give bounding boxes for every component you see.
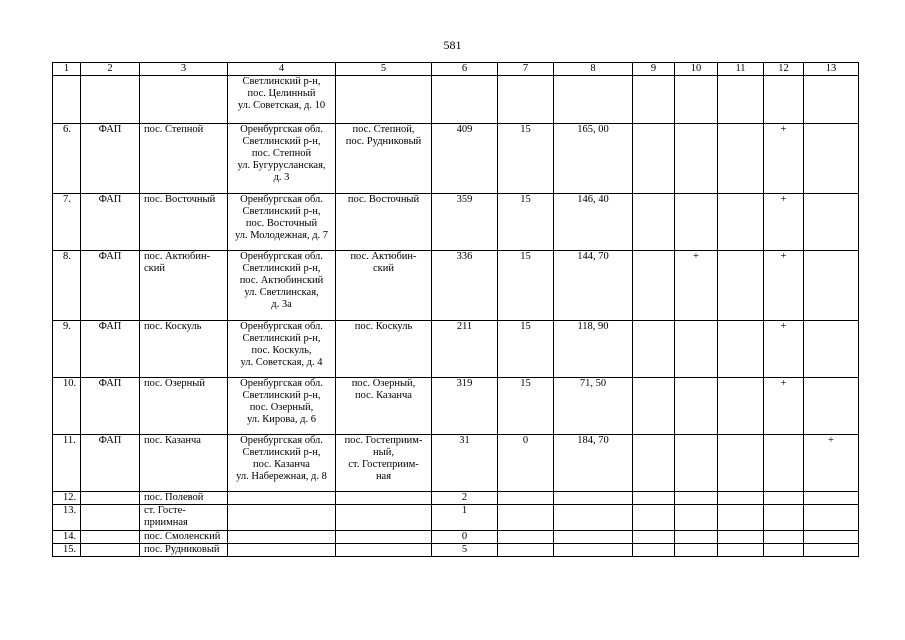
cell-address: Оренбургская обл. Светлинский р-н, пос. Актюбинский ул. Светлинская, д. 3а: [228, 251, 336, 321]
cell-col-8: [554, 531, 633, 544]
cell-address: Оренбургская обл. Светлинский р-н, пос. Озерный, ул. Кирова, д. 6: [228, 378, 336, 435]
cell-col-9: [633, 531, 675, 544]
table-row: [53, 492, 859, 505]
cell-col-8: 71, 50: [554, 378, 633, 435]
cell-settlement: пос. Восточный: [140, 194, 228, 251]
cell-col-11: [718, 251, 764, 321]
cell-col-8: [554, 492, 633, 505]
header-cell-6: 6: [432, 63, 498, 76]
cell-col-9: [633, 544, 675, 557]
header-cell-3: 3: [140, 63, 228, 76]
cell-col-9: [633, 124, 675, 194]
cell-settlement: пос. Степной: [140, 124, 228, 194]
cell-col-13: +: [804, 435, 859, 492]
cell-col-8: 165, 00: [554, 124, 633, 194]
cell-col-8: 118, 90: [554, 321, 633, 378]
cell-settlement: пос. Коскуль: [140, 321, 228, 378]
cell-number: 14.: [53, 531, 81, 544]
cell-col-11: [718, 124, 764, 194]
cell-col-8: 146, 40: [554, 194, 633, 251]
cell-population: 319: [432, 378, 498, 435]
cell-served-settlements: пос. Восточный: [336, 194, 432, 251]
cell-col-12: [764, 505, 804, 531]
cell-col-11: [718, 505, 764, 531]
cell-col-13: [804, 321, 859, 378]
cell-served-settlements: [336, 505, 432, 531]
cell-number: 15.: [53, 544, 81, 557]
cell-col-13: [804, 531, 859, 544]
table-row: [53, 505, 859, 531]
cell-distance: [498, 492, 554, 505]
header-cell-13: 13: [804, 63, 859, 76]
cell-col-11: [718, 492, 764, 505]
cell-number: 12.: [53, 492, 81, 505]
header-cell-7: 7: [498, 63, 554, 76]
cell-col-13: [804, 194, 859, 251]
cell-col-10: [675, 378, 718, 435]
cell-col-12: +: [764, 124, 804, 194]
cell-col-12: [764, 492, 804, 505]
cell-col-12: [764, 76, 804, 124]
header-cell-4: 4: [228, 63, 336, 76]
cell-col-12: +: [764, 378, 804, 435]
table-row: [53, 435, 859, 492]
cell-distance: [498, 76, 554, 124]
cell-col-11: [718, 435, 764, 492]
cell-col-10: [675, 492, 718, 505]
medical-facilities-table: [52, 62, 859, 557]
cell-col-13: [804, 544, 859, 557]
cell-facility-type: ФАП: [81, 321, 140, 378]
header-cell-2: 2: [81, 63, 140, 76]
cell-col-10: [675, 505, 718, 531]
header-cell-8: 8: [554, 63, 633, 76]
cell-col-12: +: [764, 251, 804, 321]
cell-col-13: [804, 492, 859, 505]
cell-col-10: +: [675, 251, 718, 321]
cell-number: 11.: [53, 435, 81, 492]
table-header-row: [53, 63, 859, 76]
table-row: [53, 251, 859, 321]
cell-col-10: [675, 194, 718, 251]
header-cell-11: 11: [718, 63, 764, 76]
cell-facility-type: ФАП: [81, 124, 140, 194]
cell-col-9: [633, 435, 675, 492]
cell-population: 0: [432, 531, 498, 544]
cell-served-settlements: пос. Гостеприим- ный, ст. Гостеприим- ная: [336, 435, 432, 492]
cell-distance: 15: [498, 321, 554, 378]
cell-col-9: [633, 251, 675, 321]
cell-col-11: [718, 321, 764, 378]
cell-population: [432, 76, 498, 124]
header-cell-1: 1: [53, 63, 81, 76]
cell-distance: [498, 505, 554, 531]
cell-col-11: [718, 544, 764, 557]
cell-population: 2: [432, 492, 498, 505]
cell-col-9: [633, 321, 675, 378]
cell-settlement: пос. Казанча: [140, 435, 228, 492]
cell-population: 5: [432, 544, 498, 557]
cell-col-13: [804, 124, 859, 194]
cell-address: Оренбургская обл. Светлинский р-н, пос. Коскуль, ул. Советская, д. 4: [228, 321, 336, 378]
cell-distance: 15: [498, 194, 554, 251]
header-cell-12: 12: [764, 63, 804, 76]
cell-address: [228, 531, 336, 544]
cell-served-settlements: [336, 492, 432, 505]
page-number: 581: [443, 38, 462, 52]
cell-facility-type: [81, 531, 140, 544]
cell-col-13: [804, 76, 859, 124]
cell-number: [53, 76, 81, 124]
cell-col-8: [554, 505, 633, 531]
cell-distance: [498, 531, 554, 544]
table-row: [53, 76, 859, 124]
cell-address: Светлинский р-н, пос. Целинный ул. Советская, д. 10: [228, 76, 336, 124]
cell-col-11: [718, 531, 764, 544]
cell-settlement: пос. Озерный: [140, 378, 228, 435]
cell-col-10: [675, 321, 718, 378]
cell-col-13: [804, 378, 859, 435]
cell-address: [228, 492, 336, 505]
cell-facility-type: [81, 492, 140, 505]
cell-served-settlements: [336, 544, 432, 557]
cell-served-settlements: [336, 76, 432, 124]
cell-served-settlements: пос. Коскуль: [336, 321, 432, 378]
cell-col-10: [675, 435, 718, 492]
cell-col-13: [804, 505, 859, 531]
cell-number: 13.: [53, 505, 81, 531]
cell-served-settlements: [336, 531, 432, 544]
cell-address: [228, 505, 336, 531]
cell-address: [228, 544, 336, 557]
cell-col-13: [804, 251, 859, 321]
cell-col-12: +: [764, 321, 804, 378]
header-cell-5: 5: [336, 63, 432, 76]
cell-col-8: 144, 70: [554, 251, 633, 321]
cell-distance: [498, 544, 554, 557]
cell-facility-type: ФАП: [81, 435, 140, 492]
table-row: [53, 544, 859, 557]
cell-facility-type: [81, 544, 140, 557]
cell-col-10: [675, 531, 718, 544]
header-cell-10: 10: [675, 63, 718, 76]
cell-col-8: [554, 76, 633, 124]
cell-population: 211: [432, 321, 498, 378]
cell-population: 409: [432, 124, 498, 194]
table-body: [53, 63, 859, 557]
header-cell-9: 9: [633, 63, 675, 76]
cell-facility-type: ФАП: [81, 194, 140, 251]
cell-distance: 0: [498, 435, 554, 492]
cell-col-12: [764, 531, 804, 544]
cell-number: 6.: [53, 124, 81, 194]
table-row: [53, 321, 859, 378]
cell-col-9: [633, 194, 675, 251]
table-row: [53, 378, 859, 435]
cell-number: 10.: [53, 378, 81, 435]
cell-settlement: [140, 76, 228, 124]
cell-address: Оренбургская обл. Светлинский р-н, пос. Восточный ул. Молодежная, д. 7: [228, 194, 336, 251]
cell-number: 8.: [53, 251, 81, 321]
cell-col-8: [554, 544, 633, 557]
cell-settlement: пос. Полевой: [140, 492, 228, 505]
cell-distance: 15: [498, 378, 554, 435]
table-row: [53, 124, 859, 194]
cell-settlement: пос. Смоленский: [140, 531, 228, 544]
cell-population: 1: [432, 505, 498, 531]
cell-served-settlements: пос. Степной, пос. Рудниковый: [336, 124, 432, 194]
cell-address: Оренбургская обл. Светлинский р-н, пос. Степной ул. Бугурусланская, д. 3: [228, 124, 336, 194]
cell-number: 9.: [53, 321, 81, 378]
cell-col-9: [633, 492, 675, 505]
cell-settlement: пос. Рудниковый: [140, 544, 228, 557]
cell-served-settlements: пос. Актюбин- ский: [336, 251, 432, 321]
cell-distance: 15: [498, 251, 554, 321]
table-row: [53, 531, 859, 544]
cell-col-11: [718, 76, 764, 124]
cell-served-settlements: пос. Озерный, пос. Казанча: [336, 378, 432, 435]
cell-population: 31: [432, 435, 498, 492]
cell-col-12: +: [764, 194, 804, 251]
cell-col-12: [764, 435, 804, 492]
cell-col-10: [675, 544, 718, 557]
cell-col-12: [764, 544, 804, 557]
cell-population: 359: [432, 194, 498, 251]
cell-facility-type: ФАП: [81, 251, 140, 321]
table-row: [53, 194, 859, 251]
cell-facility-type: ФАП: [81, 378, 140, 435]
cell-col-10: [675, 76, 718, 124]
cell-col-8: 184, 70: [554, 435, 633, 492]
cell-address: Оренбургская обл. Светлинский р-н, пос. Казанча ул. Набережная, д. 8: [228, 435, 336, 492]
cell-col-9: [633, 505, 675, 531]
cell-distance: 15: [498, 124, 554, 194]
cell-col-9: [633, 76, 675, 124]
cell-facility-type: [81, 76, 140, 124]
cell-population: 336: [432, 251, 498, 321]
cell-col-11: [718, 378, 764, 435]
cell-col-10: [675, 124, 718, 194]
cell-settlement: ст. Госте- приимная: [140, 505, 228, 531]
cell-col-9: [633, 378, 675, 435]
cell-settlement: пос. Актюбин- ский: [140, 251, 228, 321]
cell-number: 7.: [53, 194, 81, 251]
cell-facility-type: [81, 505, 140, 531]
cell-col-11: [718, 194, 764, 251]
